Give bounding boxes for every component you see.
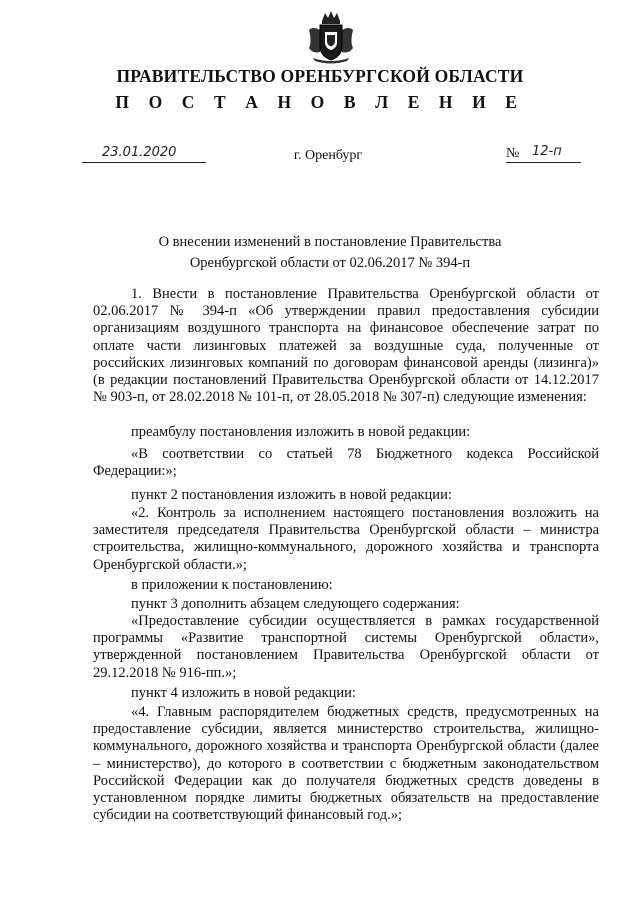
number-label: №	[506, 146, 520, 161]
paragraph: пункт 2 постановления изложить в новой редакции:	[131, 487, 452, 503]
organization-title: ПРАВИТЕЛЬСТВО ОРЕНБУРГСКОЙ ОБЛАСТИ	[116, 66, 524, 86]
paragraph: «2. Контроль за исполнением настоящего постановления возложить на заместителя председателя Правительства Оренбургской области – министра строительства, жилищно-коммунального, дорожного хозяйства и транспорта Оренбургской области.»;	[93, 505, 599, 573]
paragraph: «В соответствии со статьей 78 Бюджетного кодекса Российской Федерации:»;	[93, 446, 599, 480]
paragraph: в приложении к постановлению:	[131, 577, 333, 593]
paragraph: «Предоставление субсидии осуществляется в рамках государственной программы «Развитие транспортной системы Оренбургской области», утвержденной постановлением Правительства Оренбургской области от 29.12.2018 № 916-пп.»;	[93, 613, 599, 681]
document-type: П О С Т А Н О В Л Е Н И Е	[115, 92, 525, 112]
number-underline	[506, 162, 581, 163]
paragraph: пункт 4 изложить в новой редакции:	[131, 685, 356, 701]
document-date: 23.01.2020	[102, 145, 177, 160]
document-subject: О внесении изменений в постановление Правительства Оренбургской области от 02.06.2017 № 394-п	[158, 234, 502, 271]
paragraph: «4. Главным распорядителем бюджетных средств, предусмотренных на предоставление субсидии, является министерство строительства, жилищно-коммунального, дорожного хозяйства и транспорта Оренбургской области (далее – министерство), до которого в соответствии с бюджетным законодательством Российской Федерации как до получателя бюджетных средств доведены в установленном порядке лимиты бюджетных обязательств на предоставление субсидии на соответствующий финансовый год.»;	[93, 704, 599, 824]
paragraph: 1. Внести в постановление Правительства Оренбургской области от 02.06.2017 № 394-п «Об утверждении правил предоставления субсидии организациям воздушного транспорта на финансовое обеспечение затрат по оплате части лизинговых платежей за воздушные суда, полученные от российских лизинговых компаний по договорам финансовой аренды (лизинга)» (в редакции постановлений Правительства Оренбургской области от 14.12.2017 № 903-п, от 28.02.2018 № 101-п, от 28.05.2018 № 307-п) следующие изменения:	[93, 286, 599, 406]
coat-of-arms-icon	[303, 8, 359, 64]
document-number: 12-п	[532, 144, 562, 159]
paragraph: пункт 3 дополнить абзацем следующего содержания:	[131, 596, 460, 612]
paragraph: преамбулу постановления изложить в новой редакции:	[131, 424, 471, 440]
city: г. Оренбург	[293, 148, 363, 163]
